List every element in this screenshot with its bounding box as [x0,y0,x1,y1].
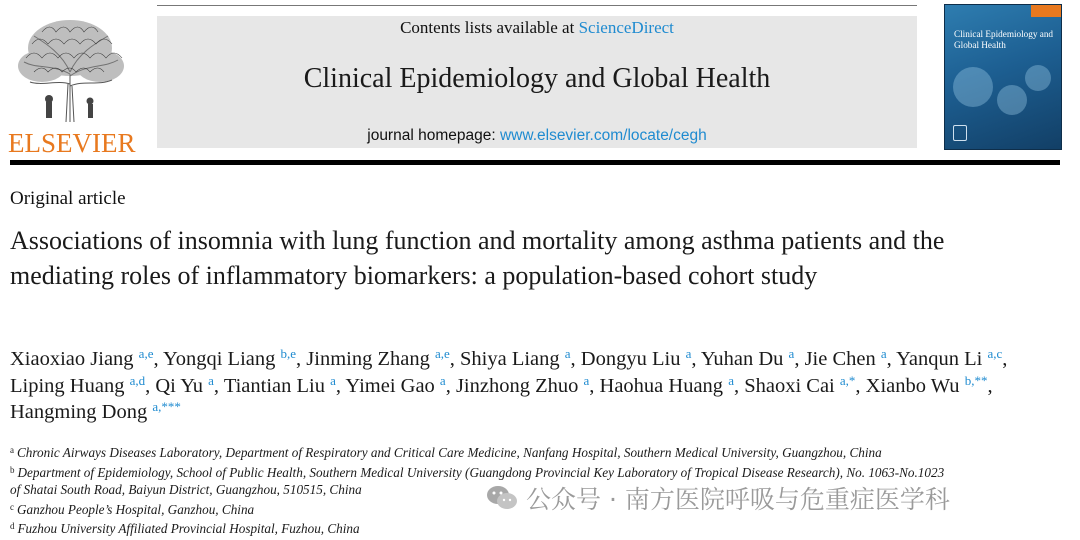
sciencedirect-link[interactable]: ScienceDirect [578,18,674,37]
author-separator: , [691,348,701,370]
author-affiliation-marker[interactable]: b,e [280,346,297,361]
author-separator: , [445,374,456,397]
affiliation-text: Chronic Airways Diseases Laboratory, Department of Respiratory and Critical Care Medicine, Nanfang Hospital, Southern Medical University, Guangzhou, China [17,445,882,460]
author-separator: , [145,374,156,397]
author-name[interactable]: Dongyu Liu [580,348,681,370]
author-affiliation-marker[interactable]: a [583,372,590,388]
author-separator: , [1002,348,1008,370]
author-affiliation-marker[interactable]: a [564,346,571,361]
cover-orb [953,67,993,107]
affiliation-text: Fuzhou University Affiliated Provincial Hospital, Fuzhou, China [17,521,360,536]
author-name[interactable]: Yuhan Du [700,348,784,370]
contents-prefix: Contents lists available at [400,18,579,37]
homepage-link[interactable]: www.elsevier.com/locate/cegh [499,127,707,144]
author-affiliation-marker[interactable]: a [728,372,734,388]
header-top-line [157,5,917,6]
author-name[interactable]: Yanqun Li [896,348,983,370]
author-affiliation-marker[interactable]: a,d [129,372,146,388]
tree-icon [12,14,128,124]
author-name[interactable]: Jinzhong Zhuo [455,374,579,397]
affiliation-label: b [10,464,15,475]
homepage-prefix: journal homepage: [367,127,500,144]
cover-publisher-icon [953,125,967,141]
author-separator: , [733,374,745,397]
author-separator: , [570,348,581,370]
author-name[interactable]: Jie Chen [804,348,876,370]
author-separator: , [794,348,805,370]
affiliation-label: d [10,521,15,531]
author-affiliation-marker[interactable]: a,*** [152,399,181,414]
author-affiliation-marker[interactable]: a [439,372,446,388]
author-separator: , [886,348,897,370]
journal-title: Clinical Epidemiology and Global Health [303,63,771,94]
author-separator: , [449,348,460,370]
homepage-line [157,126,917,146]
author-name[interactable]: Shiya Liang [460,348,560,370]
author-separator: , [213,374,224,397]
affiliation-label: c [10,501,14,512]
author-separator: , [855,374,866,397]
cover-title: Clinical Epidemiology and Global Health [954,29,1054,50]
author-separator: , [153,348,163,370]
cover-strip [1031,5,1061,17]
publisher-wordmark: ELSEVIER [8,128,136,158]
wechat-icon [486,484,518,512]
author-affiliation-marker[interactable]: a,* [839,372,856,388]
journal-banner [157,16,917,148]
author-affiliation-marker[interactable]: a [880,346,887,361]
author-name[interactable]: Shaoxi Cai [744,374,835,397]
author-name[interactable]: Hangming Dong [10,401,148,423]
author-name[interactable]: Yimei Gao [345,374,435,397]
author-affiliation-marker[interactable]: a [685,346,692,361]
author-separator: , [335,374,346,397]
author-affiliation-marker[interactable]: a,e [434,346,450,361]
author-separator: , [296,348,307,370]
affiliation-text: Department of Epidemiology, School of Public Health, Southern Medical University (Guangdong Provincial Key Laboratory of Tropical Disease Research), No. 1063-No.1023 of Shatai South Road, Baiyun District, Guangzhou, 510515, China [10,464,945,497]
author-name[interactable]: Xiaoxiao Jiang [10,348,134,370]
author-affiliation-marker[interactable]: b,** [964,372,988,388]
affiliation-text: Ganzhou People’s Hospital, Ganzhou, China [17,501,255,517]
journal-cover-image [944,4,1062,150]
wechat-watermark [486,478,950,518]
author-affiliation-marker[interactable]: a [788,346,795,361]
affiliation-label: a [10,445,14,455]
author-separator: , [987,374,993,397]
author-affiliation-marker[interactable]: a [330,372,336,388]
article-type: Original article [10,188,126,209]
contents-line [157,17,917,39]
article-title: Associations of insomnia with lung function and mortality among asthma patients and the mediating roles of inflammatory biomarkers: a population-based cohort study [10,226,945,290]
author-name[interactable]: Qi Yu [155,374,204,397]
author-list [10,346,1010,426]
author-affiliation-marker[interactable]: a,c [987,346,1003,361]
author-name[interactable]: Xianbo Wu [865,374,960,397]
watermark-text: 公众号 · 南方医院呼吸与危重症医学科 [526,485,950,514]
cover-orb [1025,65,1051,91]
header-rule [10,160,1060,165]
author-name[interactable]: Haohua Huang [599,374,724,397]
author-name[interactable]: Yongqi Liang [162,348,276,370]
elsevier-logo [8,14,136,158]
affiliation-item [10,442,950,462]
cover-orb [997,85,1027,115]
author-affiliation-marker[interactable]: a [208,372,214,388]
author-separator: , [589,374,600,397]
author-name[interactable]: Liping Huang [10,374,125,397]
author-name[interactable]: Jinming Zhang [306,348,430,370]
author-affiliation-marker[interactable]: a,e [138,346,154,361]
author-name[interactable]: Tiantian Liu [223,374,325,397]
affiliation-item [10,518,950,538]
journal-header [0,0,1080,165]
